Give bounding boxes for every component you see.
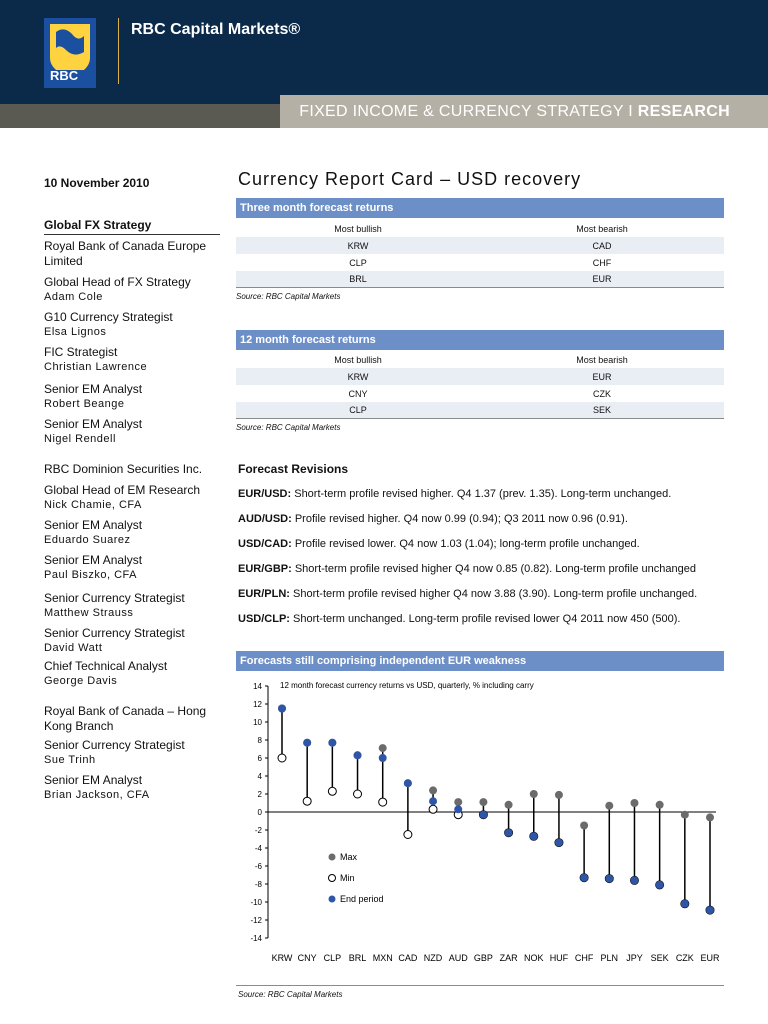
legend-end-period-marker bbox=[329, 896, 336, 903]
end-period-point bbox=[429, 797, 437, 805]
max-point bbox=[429, 786, 437, 794]
revisions-title: Forecast Revisions bbox=[238, 462, 349, 476]
revision-item bbox=[238, 613, 680, 625]
x-tick-label: SEK bbox=[650, 953, 669, 963]
revision-text: Short-term profile revised higher Q4 now 0.85 (0.82). Long-term profile unchanged bbox=[291, 563, 696, 575]
min-point bbox=[328, 787, 336, 795]
chart-heading: Forecasts still comprising independent EUR weakness bbox=[236, 651, 724, 671]
contact-name: Nigel Rendell bbox=[44, 433, 116, 445]
contact-role: Chief Technical Analyst bbox=[44, 659, 168, 673]
revision-item bbox=[238, 563, 696, 575]
x-tick-label: NZD bbox=[423, 953, 443, 963]
max-point bbox=[379, 744, 387, 752]
report-date: 10 November 2010 bbox=[44, 176, 150, 190]
x-tick-label: EUR bbox=[700, 953, 720, 963]
twelve-month-table bbox=[236, 351, 724, 432]
x-tick-label: BRL bbox=[348, 953, 367, 963]
x-tick-label: GBP bbox=[473, 953, 493, 963]
col-most-bearish: Most bearish bbox=[576, 354, 628, 365]
chart-rule bbox=[236, 985, 724, 986]
contact-role: Senior Currency Strategist bbox=[44, 626, 185, 640]
min-point bbox=[278, 754, 286, 762]
legend-max-label: Max bbox=[340, 852, 358, 862]
table-cell: BRL bbox=[349, 274, 367, 284]
max-point bbox=[706, 813, 714, 821]
max-point bbox=[479, 798, 487, 806]
table-source: Source: RBC Capital Markets bbox=[236, 423, 341, 432]
table-cell: CNY bbox=[348, 388, 368, 399]
three-month-heading: Three month forecast returns bbox=[236, 198, 724, 218]
revision-pair: EUR/USD: bbox=[238, 488, 292, 500]
end-period-point bbox=[605, 875, 613, 883]
y-tick-label: 10 bbox=[253, 718, 262, 727]
end-period-point bbox=[278, 705, 286, 713]
y-tick-label: -12 bbox=[250, 916, 262, 925]
y-tick-label: -2 bbox=[254, 826, 262, 835]
revision-text: Short-term profile revised higher Q4 now 3.88 (3.90). Long-term profile unchanged. bbox=[289, 588, 698, 600]
min-point bbox=[303, 797, 311, 805]
y-tick-label: 12 bbox=[253, 700, 262, 709]
table-cell: CLP bbox=[349, 405, 367, 415]
y-tick-label: 2 bbox=[257, 790, 262, 799]
max-point bbox=[530, 790, 538, 798]
forecast-returns-chart bbox=[236, 676, 724, 976]
end-period-point bbox=[681, 900, 689, 908]
contact-role: Royal Bank of Canada Europe Limited bbox=[44, 239, 207, 268]
legend-min-marker bbox=[329, 875, 336, 882]
max-point bbox=[681, 811, 689, 819]
y-tick-label: -14 bbox=[250, 934, 262, 943]
table-cell: EUR bbox=[592, 274, 612, 284]
contact-role: Senior EM Analyst bbox=[44, 518, 143, 532]
chart-source: Source: RBC Capital Markets bbox=[238, 990, 343, 999]
table-row bbox=[236, 237, 724, 254]
revision-pair: EUR/PLN: bbox=[238, 588, 290, 600]
table-cell: KRW bbox=[347, 240, 369, 251]
header-banner bbox=[0, 0, 768, 104]
end-period-point bbox=[555, 839, 563, 847]
end-period-point bbox=[479, 811, 487, 819]
max-point bbox=[505, 801, 513, 809]
contact-role: RBC Dominion Securities Inc. bbox=[44, 462, 203, 476]
max-point bbox=[580, 822, 588, 830]
table-row bbox=[236, 385, 724, 402]
end-period-point bbox=[379, 754, 387, 762]
contact-role: Senior Currency Strategist bbox=[44, 738, 185, 752]
min-point bbox=[379, 798, 387, 806]
contact-role: Royal Bank of Canada – Hong Kong Branch bbox=[44, 704, 207, 733]
x-tick-label: CAD bbox=[398, 953, 418, 963]
x-tick-label: CNY bbox=[297, 953, 317, 963]
contact-role: Global Head of FX Strategy bbox=[44, 275, 191, 289]
contact-role: Senior Currency Strategist bbox=[44, 591, 185, 605]
table-row bbox=[236, 368, 724, 385]
end-period-point bbox=[303, 739, 311, 747]
table-cell: CHF bbox=[592, 257, 612, 268]
revision-text: Short-term unchanged. Long-term profile revised lower Q4 2011 now 450 (500). bbox=[289, 613, 681, 625]
x-tick-label: JPY bbox=[626, 953, 643, 963]
end-period-point bbox=[404, 779, 412, 787]
y-tick-label: -8 bbox=[254, 880, 262, 889]
table-cell: CZK bbox=[593, 388, 611, 399]
band-left-text: FIXED INCOME & CURRENCY STRATEGY I bbox=[299, 103, 638, 120]
page-title: Currency Report Card – USD recovery bbox=[238, 169, 582, 189]
header-divider bbox=[118, 18, 119, 84]
contact-role: G10 Currency Strategist bbox=[44, 310, 173, 324]
band-right-text: RESEARCH bbox=[637, 103, 730, 120]
max-point bbox=[656, 801, 664, 809]
end-period-point bbox=[530, 832, 538, 840]
col-most-bullish: Most bullish bbox=[334, 354, 382, 365]
y-tick-label: -10 bbox=[250, 898, 262, 907]
contact-name: Matthew Strauss bbox=[44, 607, 134, 619]
rbc-logo-text: RBC bbox=[50, 68, 79, 83]
revision-text: Profile revised lower. Q4 now 1.03 (1.04); long-term profile unchanged. bbox=[291, 538, 640, 550]
table-row bbox=[236, 254, 724, 271]
legend-max-marker bbox=[329, 854, 336, 861]
min-point bbox=[354, 790, 362, 798]
legend-min-label: Min bbox=[340, 873, 355, 883]
min-point bbox=[404, 831, 412, 839]
revision-item bbox=[238, 513, 628, 525]
brand-name: RBC Capital Markets® bbox=[131, 21, 301, 38]
sidebar-title: Global FX Strategy bbox=[44, 218, 220, 235]
contact-role: Senior EM Analyst bbox=[44, 417, 143, 431]
contact-name: Elsa Lignos bbox=[44, 326, 107, 338]
header-band-text bbox=[299, 103, 730, 121]
end-period-point bbox=[706, 906, 714, 914]
contact-name: Nick Chamie, CFA bbox=[44, 499, 142, 511]
x-tick-label: MXN bbox=[372, 953, 393, 963]
table-cell: KRW bbox=[347, 371, 369, 382]
table-cell: EUR bbox=[592, 371, 612, 382]
contact-role: FIC Strategist bbox=[44, 345, 118, 359]
revision-text: Short-term profile revised higher. Q4 1.37 (prev. 1.35). Long-term unchanged. bbox=[291, 488, 672, 500]
col-most-bullish: Most bullish bbox=[334, 223, 382, 234]
col-most-bearish: Most bearish bbox=[576, 223, 628, 234]
legend-end-period-label: End period bbox=[340, 894, 384, 904]
chart-title: 12 month forecast currency returns vs USD, quarterly, % including carry bbox=[280, 681, 534, 690]
table-header-row bbox=[236, 220, 724, 237]
y-tick-label: 4 bbox=[257, 772, 262, 781]
x-tick-label: ZAR bbox=[499, 953, 518, 963]
revision-item bbox=[238, 488, 671, 500]
contact-name: David Watt bbox=[44, 642, 103, 654]
end-period-point bbox=[505, 829, 513, 837]
contact-name: Adam Cole bbox=[44, 291, 103, 303]
sidebar-contacts bbox=[44, 218, 220, 802]
max-point bbox=[630, 799, 638, 807]
x-tick-label: PLN bbox=[600, 953, 619, 963]
max-point bbox=[605, 802, 613, 810]
revision-pair: USD/CLP: bbox=[238, 613, 290, 625]
y-tick-label: 14 bbox=[253, 682, 262, 691]
contact-role: Senior EM Analyst bbox=[44, 382, 143, 396]
twelve-month-heading: 12 month forecast returns bbox=[236, 330, 724, 350]
three-month-table bbox=[236, 220, 724, 301]
x-tick-label: CHF bbox=[574, 953, 594, 963]
y-tick-label: -4 bbox=[254, 844, 262, 853]
end-period-point bbox=[630, 876, 638, 884]
revision-item bbox=[238, 538, 640, 550]
table-header-row bbox=[236, 351, 724, 368]
table-cell: CLP bbox=[349, 257, 367, 268]
table-cell: CAD bbox=[592, 240, 612, 251]
contact-name: Sue Trinh bbox=[44, 754, 96, 766]
end-period-point bbox=[580, 874, 588, 882]
x-tick-label: KRW bbox=[271, 953, 293, 963]
y-tick-label: 0 bbox=[257, 808, 262, 817]
revision-pair: USD/CAD: bbox=[238, 538, 292, 550]
y-tick-label: -6 bbox=[254, 862, 262, 871]
contact-name: Robert Beange bbox=[44, 398, 125, 410]
contact-role: Senior EM Analyst bbox=[44, 773, 143, 787]
contact-role: Global Head of EM Research bbox=[44, 483, 201, 497]
min-point bbox=[429, 805, 437, 813]
x-tick-label: CLP bbox=[323, 953, 342, 963]
y-tick-label: 8 bbox=[257, 736, 262, 745]
x-tick-label: HUF bbox=[549, 953, 569, 963]
revision-pair: EUR/GBP: bbox=[238, 563, 292, 575]
x-tick-label: AUD bbox=[448, 953, 468, 963]
contact-name: George Davis bbox=[44, 675, 118, 687]
x-tick-label: CZK bbox=[675, 953, 694, 963]
revision-pair: AUD/USD: bbox=[238, 513, 292, 525]
revision-text: Profile revised higher. Q4 now 0.99 (0.94); Q3 2011 now 0.96 (0.91). bbox=[291, 513, 628, 525]
end-period-point bbox=[454, 805, 462, 813]
y-tick-label: 6 bbox=[257, 754, 262, 763]
end-period-point bbox=[354, 751, 362, 759]
table-cell: SEK bbox=[592, 405, 611, 415]
max-point bbox=[555, 791, 563, 799]
table-row bbox=[236, 271, 724, 288]
contact-name: Paul Biszko, CFA bbox=[44, 569, 137, 581]
contact-name: Eduardo Suarez bbox=[44, 534, 131, 546]
max-point bbox=[454, 798, 462, 806]
contact-name: Christian Lawrence bbox=[44, 361, 148, 373]
table-source: Source: RBC Capital Markets bbox=[236, 292, 341, 301]
end-period-point bbox=[328, 739, 336, 747]
contact-role: Senior EM Analyst bbox=[44, 553, 143, 567]
end-period-point bbox=[656, 881, 664, 889]
x-tick-label: NOK bbox=[524, 953, 544, 963]
table-row bbox=[236, 402, 724, 419]
contact-name: Brian Jackson, CFA bbox=[44, 789, 150, 801]
revision-item bbox=[238, 588, 697, 600]
